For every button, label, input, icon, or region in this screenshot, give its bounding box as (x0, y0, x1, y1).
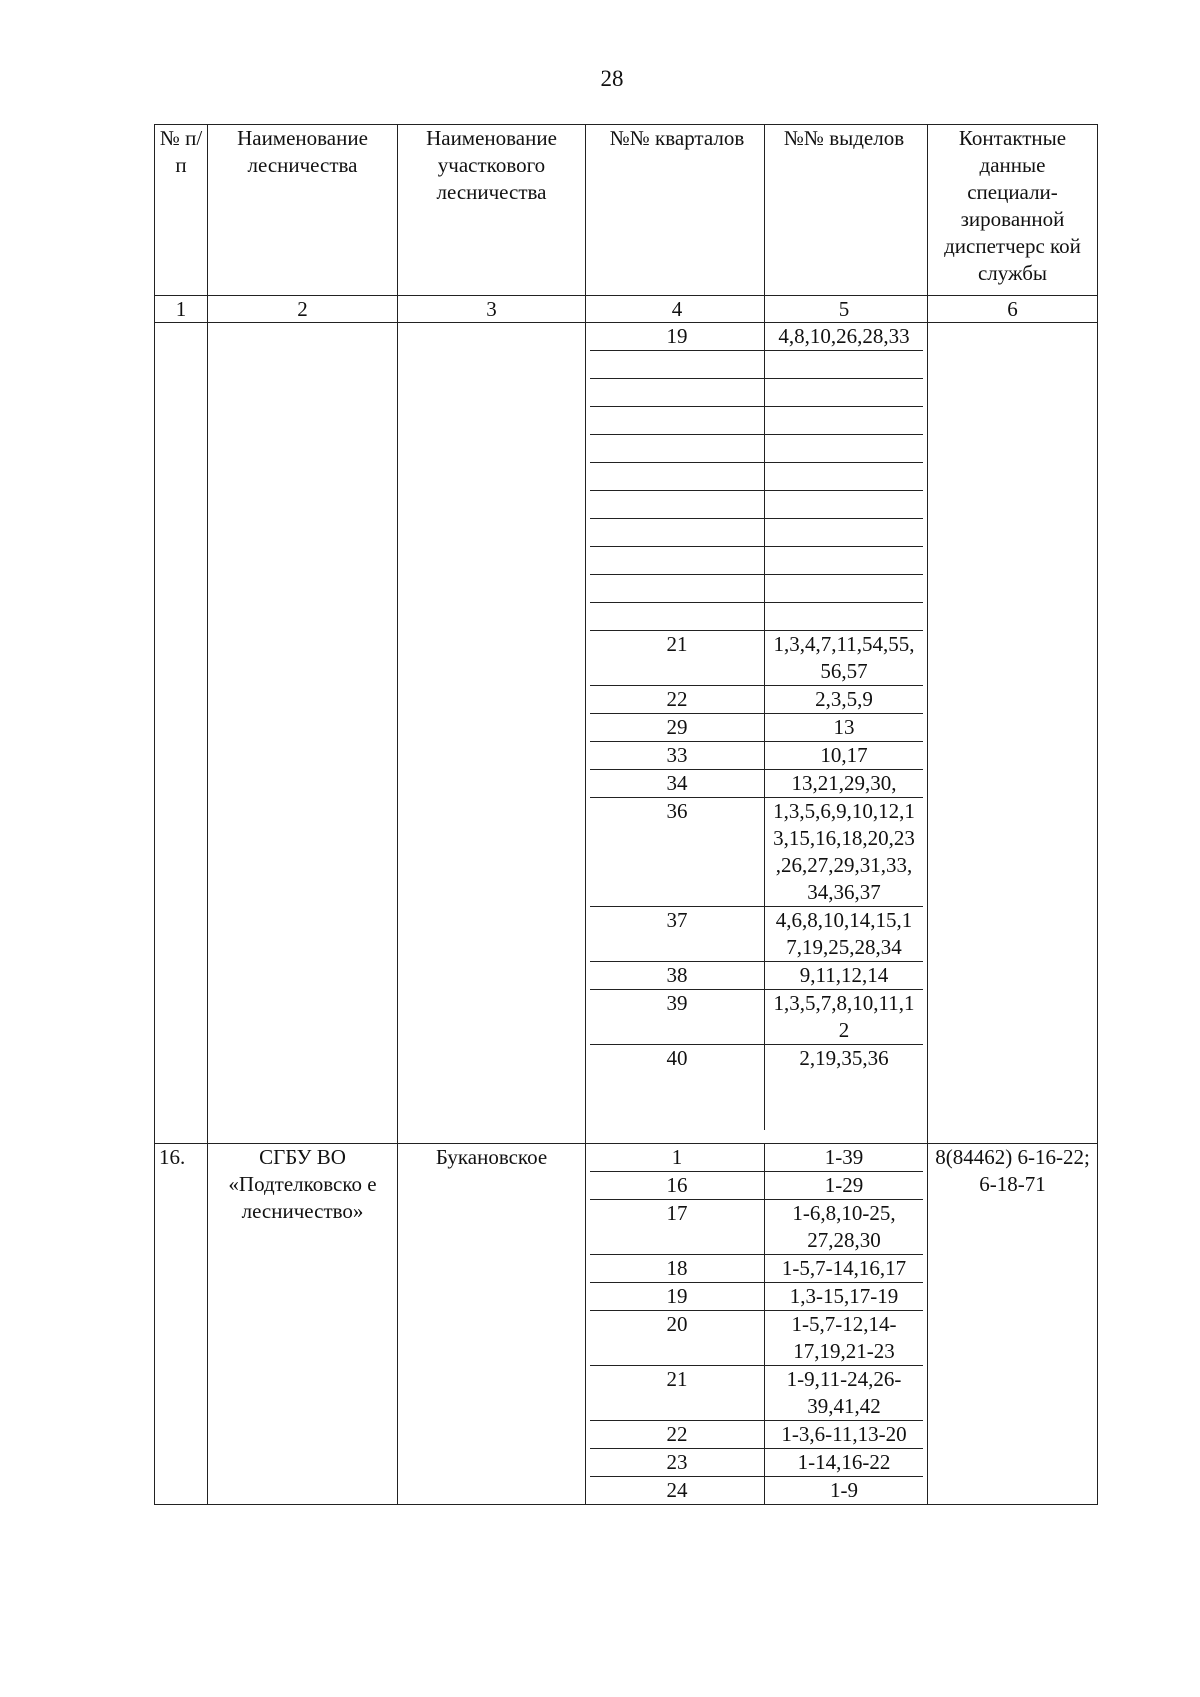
quarter-number: 18 (590, 1255, 765, 1283)
column-number: 4 (590, 296, 765, 322)
quarter-number: 38 (590, 962, 765, 990)
table-row (590, 547, 923, 575)
header-district: Наименование участкового лесничества (398, 125, 586, 296)
column-number-row (155, 296, 1098, 323)
quarter-number (590, 491, 765, 519)
table-row (590, 1311, 923, 1366)
header-quarters-plots (586, 125, 928, 296)
quarter-number: 29 (590, 714, 765, 742)
table-row (590, 1366, 923, 1421)
table-row (590, 1045, 923, 1131)
quarter-number: 22 (590, 686, 765, 714)
column-number: 6 (928, 296, 1098, 323)
quarter-number: 20 (590, 1311, 765, 1366)
table-row (590, 1421, 923, 1449)
plot-numbers (765, 603, 924, 631)
column-number: 2 (208, 296, 398, 323)
table-row (590, 907, 923, 962)
plot-numbers: 1,3-15,17-19 (765, 1283, 924, 1311)
table-row (590, 1255, 923, 1283)
quarter-number (590, 379, 765, 407)
table-row (590, 962, 923, 990)
quarter-number (590, 603, 765, 631)
table-row (590, 351, 923, 379)
table-row (590, 631, 923, 686)
plot-numbers: 1-3,6-11,13-20 (765, 1421, 924, 1449)
quarter-number: 1 (590, 1144, 765, 1172)
table-row (590, 1200, 923, 1255)
plot-numbers: 1-29 (765, 1172, 924, 1200)
plot-numbers (765, 463, 924, 491)
table-row (590, 435, 923, 463)
plot-numbers: 1,3,5,6,9,10,12,1 3,15,16,18,20,23 ,26,27,29,31,33, 34,36,37 (765, 798, 924, 907)
plot-numbers: 13,21,29,30, (765, 770, 924, 798)
table-row (590, 463, 923, 491)
table-row (590, 1172, 923, 1200)
table-row (590, 770, 923, 798)
column-number-pair (586, 296, 928, 323)
plot-numbers: 1,3,5,7,8,10,11,1 2 (765, 990, 924, 1045)
table-row (590, 742, 923, 770)
quarter-number: 36 (590, 798, 765, 907)
plot-numbers (765, 435, 924, 463)
header-plots: №№ выделов (783, 126, 905, 150)
plot-numbers: 1-9 (830, 1478, 858, 1502)
block1-quarters (586, 323, 928, 1144)
table-row (590, 379, 923, 407)
quarter-number: 21 (590, 1366, 765, 1421)
quarter-number: 17 (590, 1200, 765, 1255)
plot-numbers: 1-6,8,10-25, 27,28,30 (765, 1200, 924, 1255)
column-number: 3 (398, 296, 586, 323)
plot-numbers (765, 379, 924, 407)
quarter-number: 23 (590, 1449, 765, 1477)
plot-numbers: 2,3,5,9 (765, 686, 924, 714)
table-row (590, 323, 923, 351)
plot-numbers: 1-5,7-14,16,17 (765, 1255, 924, 1283)
header-contacts: Контактные данные специали-зированной диспетчерс кой службы (928, 125, 1098, 296)
table-row (590, 603, 923, 631)
plot-numbers: 2,19,35,36 (799, 1046, 889, 1070)
table-row (590, 1477, 923, 1505)
table-row (590, 990, 923, 1045)
forestry-table (154, 124, 1098, 1505)
quarter-number: 19 (590, 323, 765, 351)
entry-16-row (155, 1144, 1098, 1505)
quarter-number (590, 575, 765, 603)
quarter-number: 37 (590, 907, 765, 962)
quarter-number: 40 (590, 1045, 765, 1131)
plot-numbers: 1-14,16-22 (765, 1449, 924, 1477)
entry-number: 16. (155, 1144, 208, 1505)
quarter-number: 16 (590, 1172, 765, 1200)
header-forestry: Наименование лесничества (208, 125, 398, 296)
table-row (590, 686, 923, 714)
column-number: 5 (838, 297, 850, 321)
quarter-number (590, 519, 765, 547)
forestry-name: СГБУ ВО «Подтелковско е лесничество» (208, 1144, 398, 1505)
table-row (590, 714, 923, 742)
quarter-number: 34 (590, 770, 765, 798)
quarter-number (590, 407, 765, 435)
table-row (590, 798, 923, 907)
quarter-number: 21 (590, 631, 765, 686)
plot-numbers: 1,3,4,7,11,54,55, 56,57 (765, 631, 924, 686)
plot-numbers: 1-9,11-24,26- 39,41,42 (765, 1366, 924, 1421)
table-row (590, 519, 923, 547)
quarter-number: 19 (590, 1283, 765, 1311)
plot-numbers: 1-39 (765, 1144, 924, 1172)
plot-numbers (765, 491, 924, 519)
plot-numbers: 10,17 (765, 742, 924, 770)
plot-numbers (765, 519, 924, 547)
block1-row (155, 323, 1098, 1144)
header-row (155, 125, 1098, 296)
column-number: 1 (155, 296, 208, 323)
quarter-number: 39 (590, 990, 765, 1045)
table-row (590, 491, 923, 519)
header-quarters: №№ кварталов (590, 125, 765, 295)
plot-numbers (765, 575, 924, 603)
entry16-quarters (586, 1144, 928, 1505)
plot-numbers: 1-5,7-12,14- 17,19,21-23 (765, 1311, 924, 1366)
table-row (590, 1283, 923, 1311)
header-number: № п/п (155, 125, 208, 296)
plot-numbers: 4,6,8,10,14,15,1 7,19,25,28,34 (765, 907, 924, 962)
plot-numbers (765, 547, 924, 575)
page-number: 28 (600, 66, 624, 91)
quarter-number (590, 547, 765, 575)
plot-numbers: 13 (765, 714, 924, 742)
plot-numbers: 9,11,12,14 (765, 962, 924, 990)
table-row (590, 1449, 923, 1477)
table-row (590, 575, 923, 603)
contact-data: 8(84462) 6-16-22; 6-18-71 (928, 1144, 1098, 1505)
quarter-number (590, 351, 765, 379)
table-row (590, 1144, 923, 1172)
table-row (590, 407, 923, 435)
plot-numbers (765, 351, 924, 379)
quarter-number: 33 (590, 742, 765, 770)
quarter-number (590, 463, 765, 491)
plot-numbers (765, 407, 924, 435)
plot-numbers: 4,8,10,26,28,33 (765, 323, 924, 351)
district-name: Букановское (398, 1144, 586, 1505)
quarter-number: 24 (590, 1477, 765, 1505)
quarter-number: 22 (590, 1421, 765, 1449)
quarter-number (590, 435, 765, 463)
